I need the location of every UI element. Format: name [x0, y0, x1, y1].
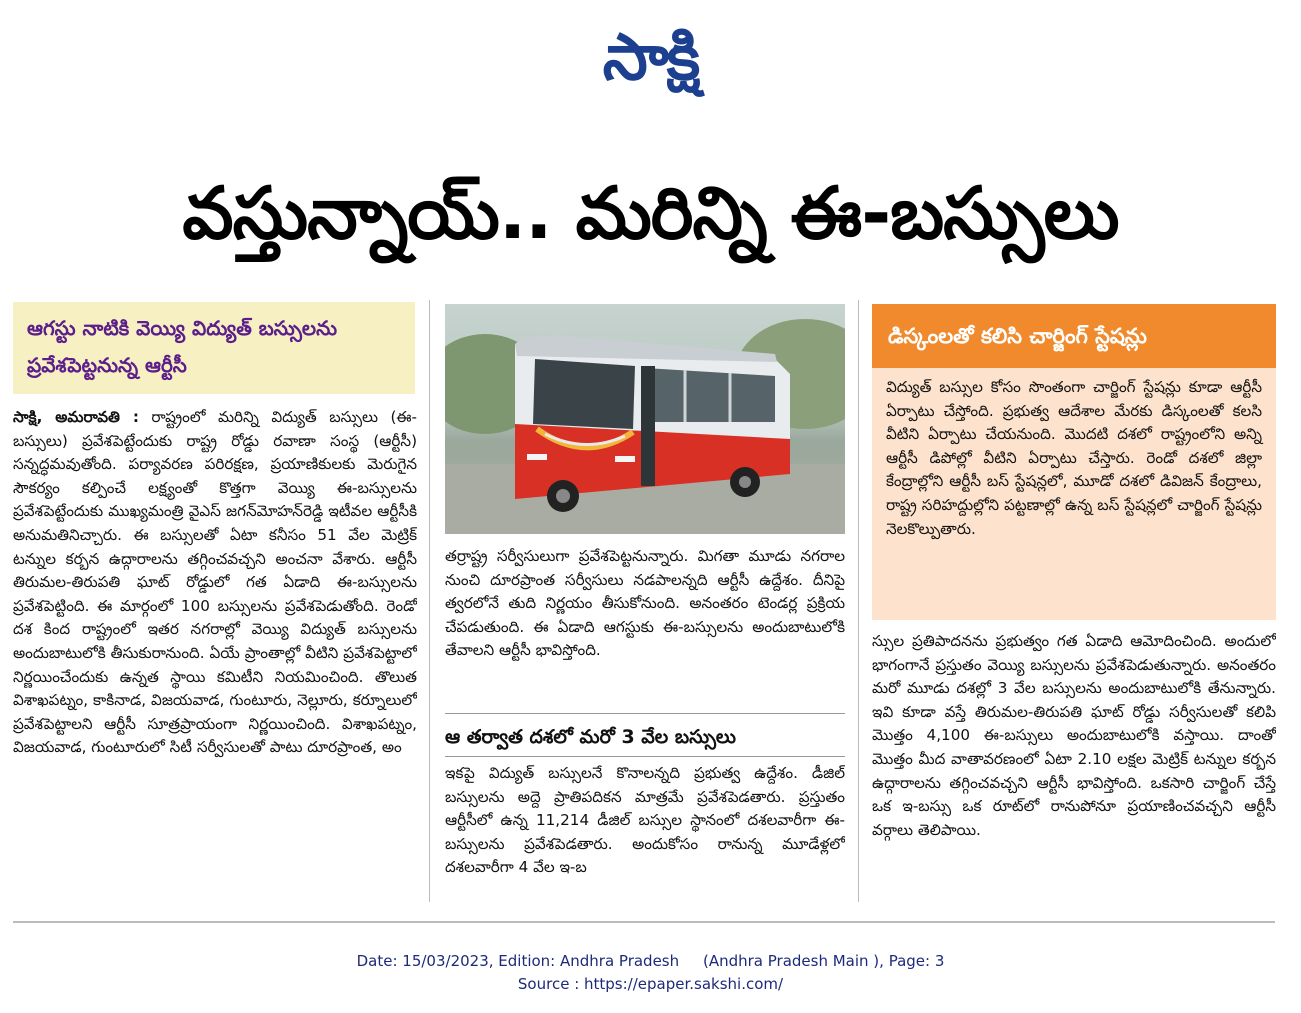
article-column-3 [872, 630, 1276, 902]
column-rule-1 [429, 300, 430, 902]
article-column-2-top [445, 545, 845, 709]
section-divider-bottom [445, 756, 845, 757]
sidebar-box [872, 368, 1276, 620]
subheading-line-2: ప్రవేశపెట్టనున్న ఆర్టీసీ [27, 353, 187, 377]
subheading-line-1: ఆగస్టు నాటికి వెయ్యి విద్యుత్ బస్సులను [27, 316, 338, 340]
section-heading: ఆ తర్వాత దశలో మరో 3 వేల బస్సులు [445, 726, 736, 748]
column-2-top-body: తర్రాష్ట్ర సర్వీసులుగా ప్రవేశపెట్టనున్నారు. మిగతా మూడు నగరాల నుంచి దూరప్రాంత సర్వీసులు నడపాలన్నది ఆర్టీసీ ఉద్దేశం. దీనిపై త్వరలోనే తుది నిర్ణయం తీసుకోనుంది. అనంతరం టెండర్ల ప్రక్రియ చేపడుతుంది. ఈ ఏడాది ఆగస్టుకు ఈ-బస్సులను అందుబాటులోకి తేవాలని ఆర్టీసీ భావిస్తోంది. [445, 547, 845, 660]
article-column-1 [13, 406, 417, 902]
column-1-body: రాష్ట్రంలో మరిన్ని విద్యుత్ బస్సులు (ఈ-బస్సులు) ప్రవేశపెట్టేందుకు రాష్ట్ర రోడ్డు రవాణా సంస్థ (ఆర్టీసీ) సన్నద్ధమవుతోంది. పర్యావరణ పరిరక్షణ, ప్రయాణికులకు మెరుగైన సౌకర్యం కల్పించే లక్ష్యంతో కొత్తగా వెయ్యి ఈ-బస్సులను ప్రవేశపెట్టేందుకు ముఖ్యమంత్రి వైఎస్ జగన్‌మోహన్‌రెడ్డి ఇటీవల ఆర్టీసీకి అనుమతినిచ్చారు. ఈ బస్సులతో ఏటా కనీసం 51 వేల మెట్రిక్ టన్నుల కర్బన ఉద్గారాలను తగ్గించవచ్చని అంచనా వేశారు. ఆర్టీసీ తిరుమల-తిరుపతి ఘాట్ రోడ్డులో గత ఏడాది ఈ-బస్సులను ప్రవేశపెట్టింది. ఈ మార్గంలో 100 బస్సులను ప్రవేశపెడుతోంది. రెండో దశ కింద రాష్ట్రంలో ఇతర నగరాల్లో వెయ్యి విద్యుత్ బస్సులను అందుబాటులోకి తీసుకురానుంది. ఏయే ప్రాంతాల్లో వీటిని ప్రవేశపెట్టాలో నిర్ణయించేందుకు ఉన్నత స్థాయి కమిటీని నియమించింది. తొలుత విశాఖపట్నం, కాకినాడ, విజయవాడ, గుంటూరు, నెల్లూరు, కర్నూలులో ప్రవేశపెట్టాలని ఆర్టీసీ సూత్రప్రాయంగా నిర్ణయించింది. విశాఖపట్నం, విజయవాడ, గుంటూరులో సిటీ సర్వీసులతో పాటు దూరప్రాంత, అం [13, 408, 417, 757]
section-divider-top [445, 713, 845, 714]
sidebar-heading-box [872, 304, 1276, 368]
column-rule-2 [858, 300, 859, 902]
electric-bus-photo [445, 304, 845, 534]
sidebar-heading: డిస్కంలతో కలిసి చార్జింగ్ స్టేషన్లు [888, 324, 1147, 348]
headline: వస్తున్నాయ్.. మరిన్ని ఈ-బస్సులు [182, 171, 1119, 255]
subheading-box [13, 302, 415, 394]
source-link[interactable]: Source : https://epaper.sakshi.com/ [517, 975, 784, 993]
dateline: సాక్షి, అమరావతి : [13, 408, 139, 426]
newspaper-logo: సాక్షి [602, 21, 699, 95]
sidebar-body: విద్యుత్ బస్సుల కోసం సొంతంగా చార్జింగ్ స్టేషన్లు కూడా ఆర్టీసీ ఏర్పాటు చేస్తోంది. ప్రభుత్వ ఆదేశాల మేరకు డిస్కంలతో కలసి వీటిని ఏర్పాటు చేయనుంది. మొదటి దశలో రాష్ట్రంలోని అన్ని ఆర్టీసీ డిపోల్లో వీటిని ఏర్పాటు చేస్తారు. రెండో దశలో జిల్లా కేంద్రాల్లోని ఆర్టీసీ బస్ స్టేషన్లలో, మూడో దశలో డివిజన్ కేంద్రాలు, రాష్ట్ర సరిహద్దుల్లోని పట్టణాల్లో ఉన్న బస్ స్టేషన్లలో చార్జింగ్ స్టేషన్లు నెలకొల్పుతారు. [886, 378, 1262, 538]
column-3-body: స్సుల ప్రతిపాదనను ప్రభుత్వం గత ఏడాది ఆమోదించింది. అందులో భాగంగానే ప్రస్తుతం వెయ్యి బస్సులను ప్రవేశపెడుతున్నారు. అనంతరం మరో మూడు దశల్లో 3 వేల బస్సులను అందుబాటులోకి తేనున్నారు. ఇవి కూడా వస్తే తిరుమల-తిరుపతి ఘాట్ రోడ్డు సర్వీసులతో కలిపి మొత్తం 4,100 ఈ-బస్సులు అందుబాటులోకి వస్తాయి. దాంతో మొత్తం మీద వాతావరణంలో ఏటా 2.10 లక్షల మెట్రిక్ టన్నుల కర్బన ఉద్గారాలను తగ్గించవచ్చని ఆర్టీసీ భావిస్తోంది. ఒకసారి చార్జింగ్ చేస్తే ఒక ఇ-బస్సు ఒక రూట్‌లో రానుపోనూ ప్రయాణించవచ్చని ఆర్టీసీ వర్గాలు తెలిపాయి. [872, 632, 1276, 839]
footer-rule [13, 921, 1275, 923]
column-2-bottom-body: ఇకపై విద్యుత్ బస్సులనే కొనాలన్నది ప్రభుత్వ ఉద్దేశం. డీజిల్ బస్సులను అద్దె ప్రాతిపదికన మాత్రమే ప్రవేశపెడతారు. ప్రస్తుతం ఆర్టీసీలో ఉన్న 11,214 డీజిల్ బస్సుల స్థానంలో దశలవారీగా ఈ-బస్సులను ప్రవేశపెడతారు. అందుకోసం రానున్న మూడేళ్లలో దశలవారీగా 4 వేల ఇ-బ [445, 764, 845, 877]
article-column-2-bottom [445, 762, 845, 902]
bus-illustration [445, 304, 845, 534]
edition-info: Date: 15/03/2023, Edition: Andhra Pradesh (Andhra Pradesh Main ), Page: 3 [356, 952, 945, 970]
footer [0, 950, 1301, 996]
